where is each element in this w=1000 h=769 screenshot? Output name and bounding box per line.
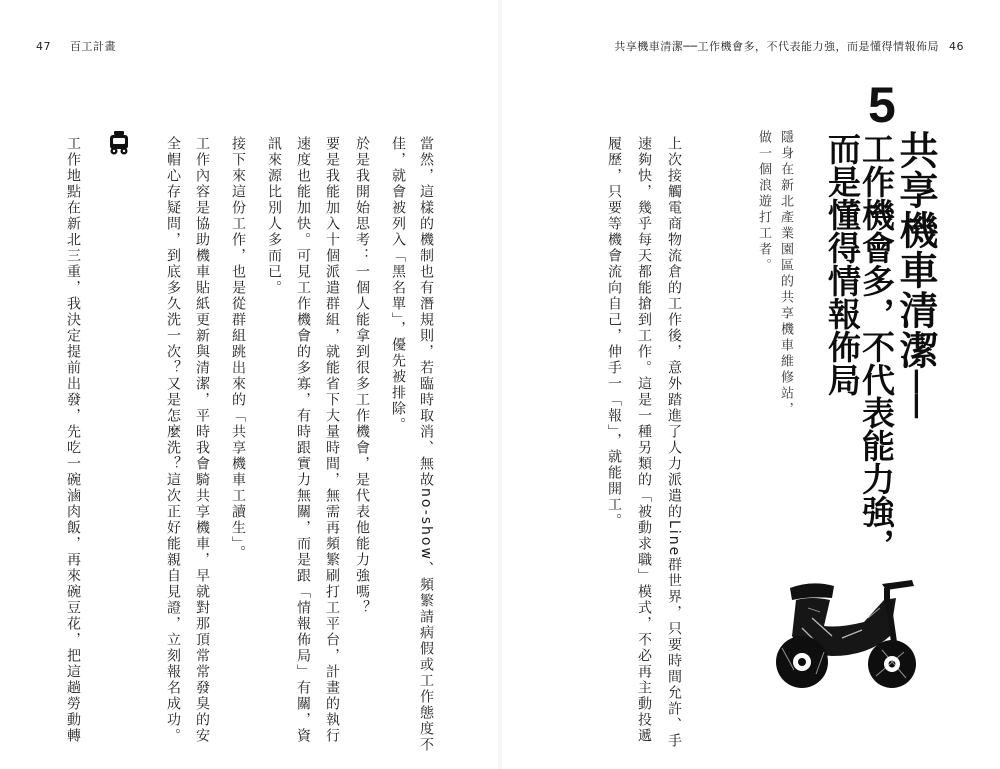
left-running-head: 百工計畫 [70,40,116,53]
scooter-helmet-icon [108,130,130,160]
page-gutter [498,0,502,769]
right-running-head: 共享機車清潔──工作機會多，不代表能力強，而是懂得情報佈局 [614,40,939,53]
right-body-line-2: 速夠快，幾乎每天都能搶到工作。這是一種另類的「被動求職」模式，不必再主動投遞 [636,136,652,744]
left-body-line-3: 於是我開始思考：一個人能拿到很多工作機會，是代表他能力強嗎？ [354,136,370,616]
chapter-subtitle-line-1: 隱身在新北產業園區的共享機車維修站， [778,130,793,418]
left-page-number: 47 [36,40,51,53]
left-body-line-9: 全帽心存疑問，到底多久洗一次？又是怎麼洗？這次正好能親自見證，立刻報名成功。 [165,136,181,744]
chapter-title-line-3: 而是懂得情報佈局 [823,132,862,396]
left-body-line-1: 當然，這樣的機制也有潛規則，若臨時取消、無故no-show、頻繁請病假或工作態度不 [418,136,434,753]
right-page-number: 46 [949,40,964,53]
left-body-line-7: 接下來這份工作，也是從群組跳出來的「共享機車工讀生」。 [230,136,246,561]
left-body-line-5: 速度也能加快。可見工作機會的多寡，有時跟實力無關，而是跟「情報佈局」有關，資 [295,136,311,744]
left-body-line-10: 工作地點在新北三重，我決定提前出發，先吃一碗滷肉飯，再來碗豆花，把這趟勞動轉 [65,136,81,744]
chapter-title-line-1: 共享機車清潔── [893,130,938,419]
right-body-line-1: 上次接觸電商物流倉的工作後，意外踏進了人力派遣的Line群世界，只要時間允許、手 [666,136,682,750]
scooter-illustration [772,578,922,702]
left-body-line-4: 要是我能加入十個派遣群組，就能省下大量時間，無需再頻繁刷打工平台，計畫的執行 [324,136,340,744]
chapter-subtitle-line-2: 做一個浪遊打工者。 [756,130,771,274]
right-body-line-3: 履歷，只要等機會流向自己，伸手一「報」，就能開工。 [606,136,622,529]
chapter-title-line-2: 工作機會多，不代表能力強， [857,132,896,561]
left-body-line-6: 訊來源比別人多而已。 [266,136,282,296]
chapter-number: 5 [868,77,896,133]
right-page-header [614,38,964,54]
left-body-line-2: 佳，就會被列入「黑名單」，優先被排除。 [390,136,406,433]
left-page-header [36,38,116,54]
left-body-line-8: 工作內容是協助機車貼紙更新與清潔，平時我會騎共享機車，早就對那頂常常發臭的安 [194,136,210,744]
